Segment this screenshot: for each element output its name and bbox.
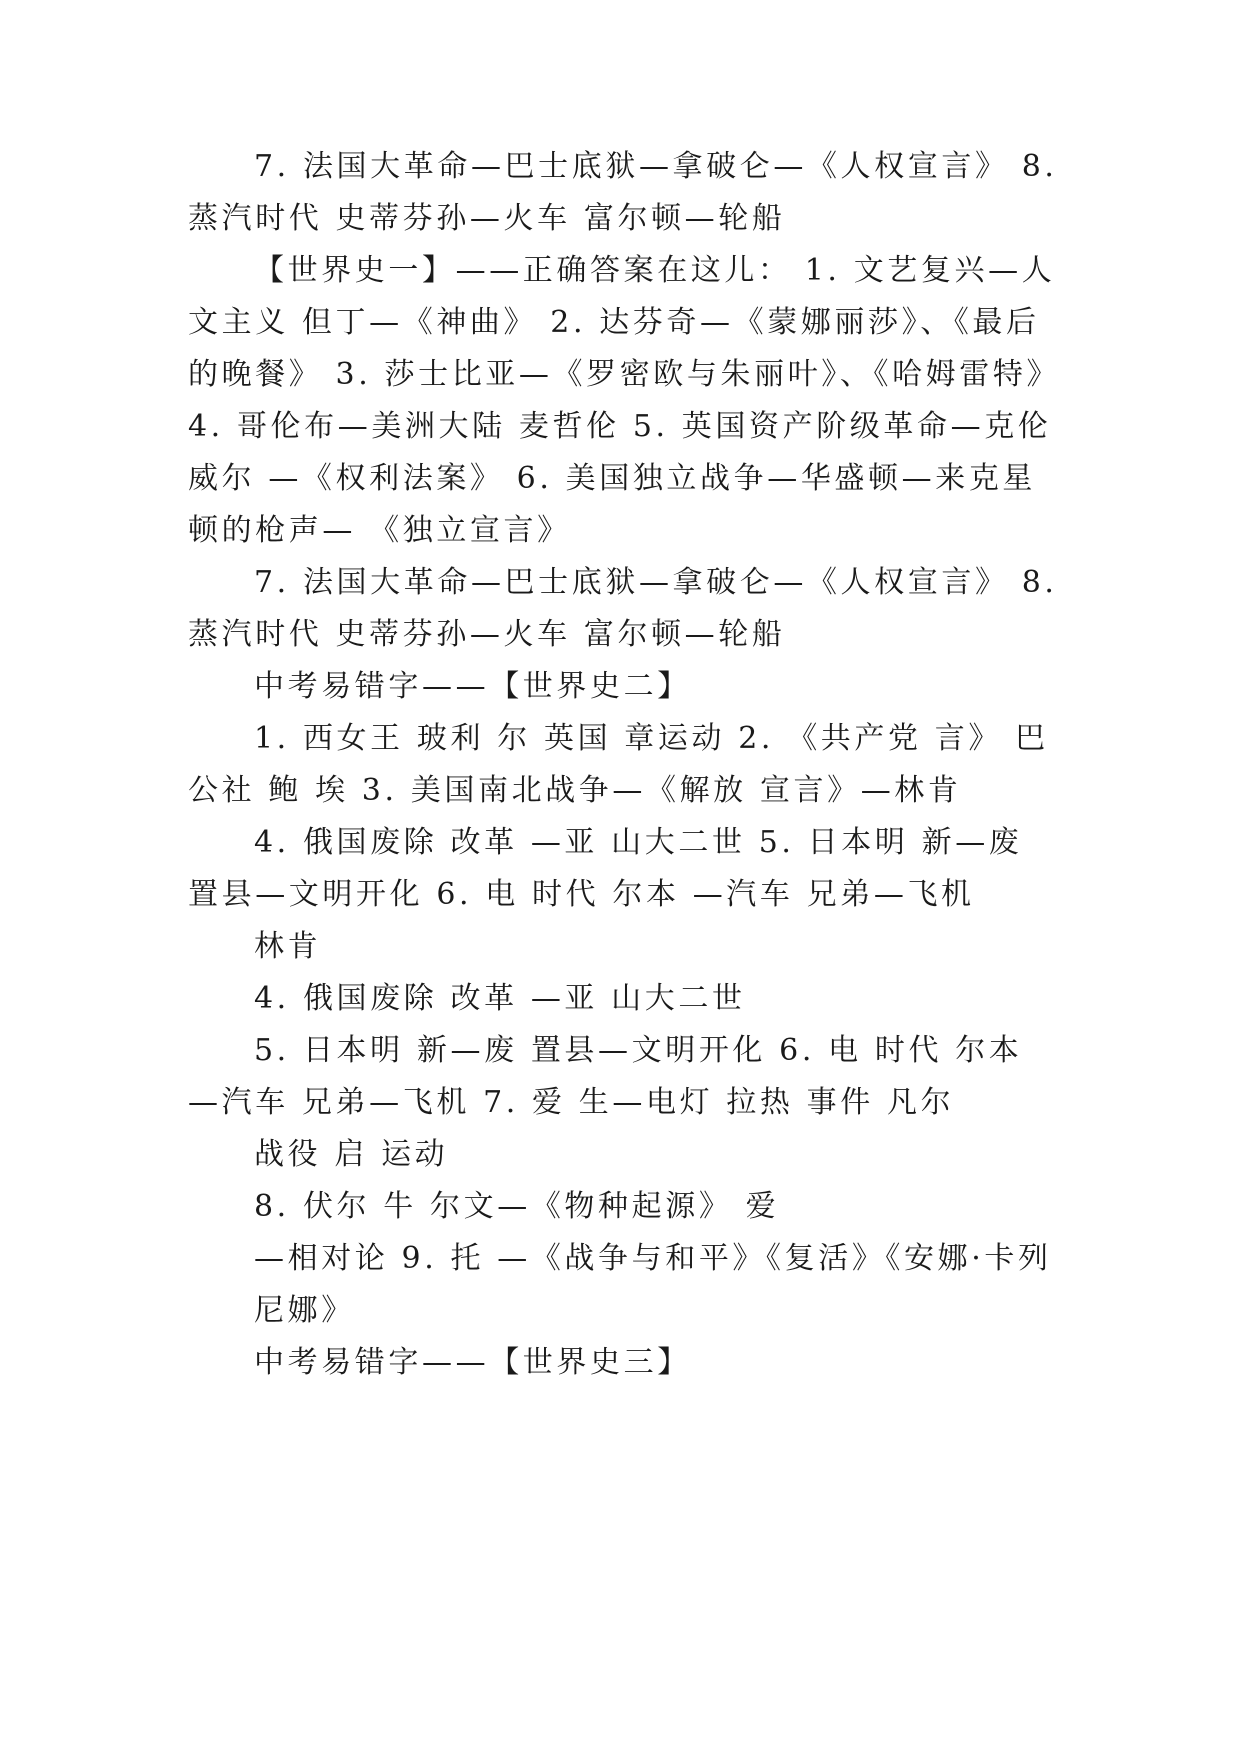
text-line: 7. 法国大革命—巴士底狱—拿破仑—《人权宣言》 8. xyxy=(254,149,1058,184)
text-line: 尼娜》 xyxy=(254,1293,355,1328)
text-line: —汽车 兄弟—飞机 7. 爱 生—电灯 拉热 事件 凡尔 xyxy=(188,1085,955,1120)
text-line: 公社 鲍 埃 3. 美国南北战争—《解放 宣言》—林肯 xyxy=(188,773,962,808)
text-line: 林肯 xyxy=(254,929,322,964)
text-line: 1. 西女王 玻利 尔 英国 章运动 2. 《共产党 言》 巴 xyxy=(254,721,1049,756)
text-line: 置县—文明开化 6. 电 时代 尔本 —汽车 兄弟—飞机 xyxy=(188,877,975,912)
text-line: 蒸汽时代 史蒂芬孙—火车 富尔顿—轮船 xyxy=(188,617,786,652)
text-line: —相对论 9. 托 —《战争与和平》《复活》《安娜·卡列 xyxy=(254,1241,1052,1276)
section-heading: 中考易错字——【世界史三】 xyxy=(254,1345,691,1380)
section-heading: 中考易错字——【世界史二】 xyxy=(254,669,691,704)
text-line: 【世界史一】——正确答案在这儿： 1. 文艺复兴—人 xyxy=(254,253,1056,288)
text-line: 战役 启 运动 xyxy=(254,1137,449,1172)
text-line: 7. 法国大革命—巴士底狱—拿破仑—《人权宣言》 8. xyxy=(254,565,1058,600)
text-line: 的晚餐》 3. 莎士比亚—《罗密欧与朱丽叶》、《哈姆雷特》 xyxy=(188,357,1061,392)
text-line: 蒸汽时代 史蒂芬孙—火车 富尔顿—轮船 xyxy=(188,201,786,236)
text-line: 顿的枪声— 《独立宣言》 xyxy=(188,513,571,548)
text-line: 4. 俄国废除 改革 —亚 山大二世 5. 日本明 新—废 xyxy=(254,825,1023,860)
text-line: 8. 伏尔 牛 尔文—《物种起源》 爱 xyxy=(254,1189,780,1224)
text-line: 威尔 —《权利法案》 6. 美国独立战争—华盛顿—来克星 xyxy=(188,461,1037,496)
text-line: 文主义 但丁—《神曲》 2. 达芬奇—《蒙娜丽莎》、《最后 xyxy=(188,305,1040,340)
text-line: 5. 日本明 新—废 置县—文明开化 6. 电 时代 尔本 xyxy=(254,1033,1023,1068)
text-line: 4. 哥伦布—美洲大陆 麦哲伦 5. 英国资产阶级革命—克伦 xyxy=(188,409,1052,444)
text-line: 4. 俄国废除 改革 —亚 山大二世 xyxy=(254,981,746,1016)
